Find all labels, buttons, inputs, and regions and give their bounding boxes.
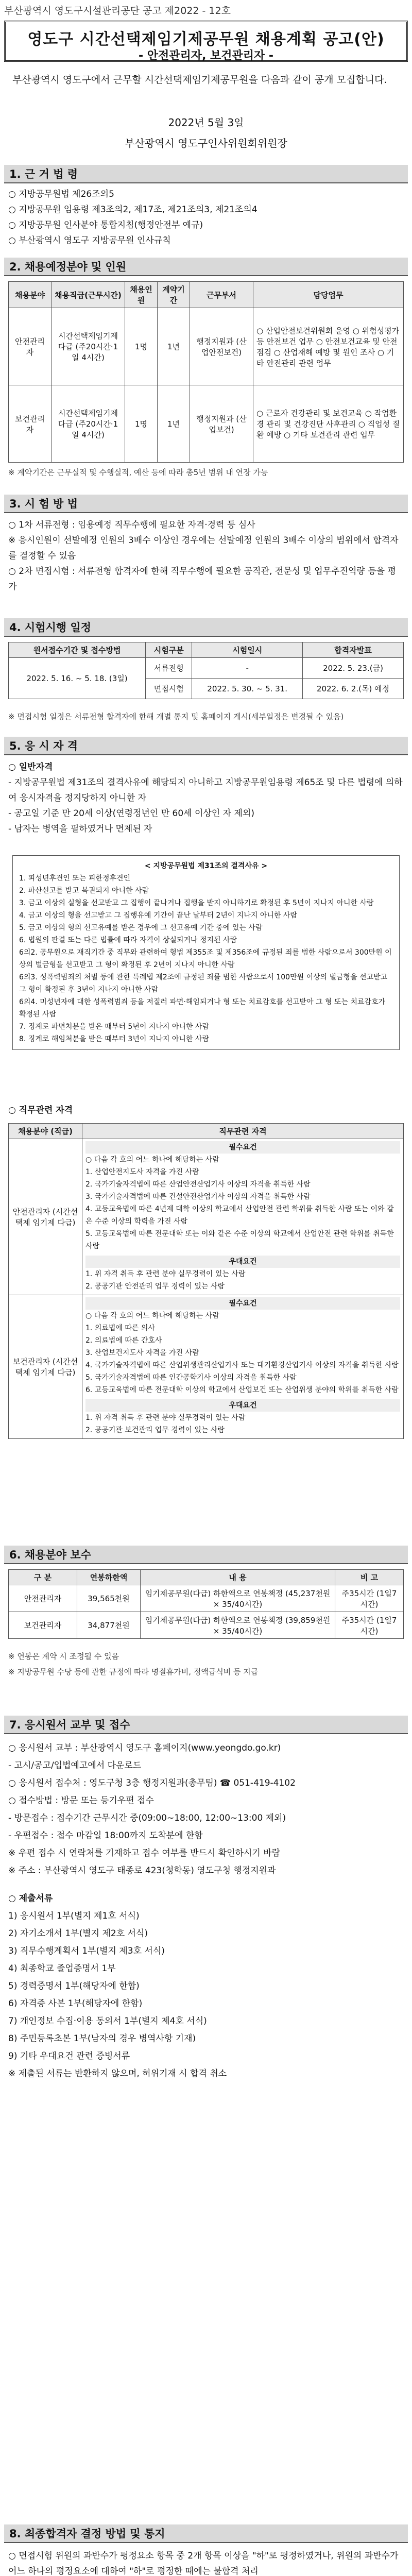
table-header: 연봉하한액 [77, 1570, 141, 1585]
list-item: ※ 연봉은 계약 시 조정될 수 있음 [8, 1652, 119, 1661]
job-qualifications-heading: ○ 직무관련 자격 [8, 1105, 73, 1115]
schedule-footnote: ※ 면접시험 일정은 서류전형 합격자에 한해 개별 통지 및 홈페이지 게시(세부일정은 변경될 수 있음) [8, 712, 344, 721]
application-list [8, 1739, 404, 2082]
final-selection-list [8, 2548, 404, 2576]
table-header: 직무관련 자격 [82, 1124, 404, 1139]
list-item: 6) 자격증 사본 1부(해당자에 한함) [8, 1998, 143, 2009]
table-row [9, 658, 404, 679]
list-item: - 남자는 병역을 필하였거나 면제된 자 [8, 824, 152, 834]
list-item: 2. 파산선고를 받고 복권되지 아니한 사람 [19, 887, 149, 895]
positions-footnote: ※ 계약기간은 근무실적 및 수행실적, 예산 등에 따라 총5년 범위 내 연장 가능 [8, 468, 268, 477]
table-row [9, 1612, 404, 1639]
list-item: ※ 제출된 서류는 반환하지 않으며, 허위기재 시 합격 취소 [8, 2069, 227, 2079]
list-item: ※ 주소 : 부산광역시 영도구 태종로 423(청학동) 영도구청 행정지원과 [8, 1866, 276, 1876]
list-item: - 고시/공고/입법예고에서 다운로드 [8, 1760, 142, 1771]
salary-table [8, 1569, 404, 1639]
table-header: 시험구분 [146, 642, 192, 658]
table-header: 채용분야 (직급) [9, 1124, 82, 1139]
intro-text: 부산광역시 영도구에서 근무할 시간선택제임기제공무원을 다음과 같이 공개 모집합니다. [12, 74, 387, 86]
section-heading-final-selection: 8. 최종합격자 결정 방법 및 통지 [4, 2524, 408, 2543]
table-cell: 1년 [158, 308, 190, 385]
list-item: 1) 응시원서 1부(별지 제1호 서식) [8, 1911, 140, 1921]
disqualification-title: < 지방공무원법 제31조의 결격사유 > [144, 862, 268, 870]
list-item: 5. 국가기술자격법에 따른 인간공학기사 이상의 자격을 취득한 사람 [85, 1374, 297, 1382]
list-item: 1. 산업안전지도사 자격을 가진 사람 [85, 1168, 199, 1176]
list-item: ○ 응시원서 교부 : 부산광역시 영도구 홈페이지(www.yeongdo.go.kr) [8, 1743, 281, 1753]
list-item [8, 1879, 404, 1890]
table-cell: 임기제공무원(다급) 하한액으로 연봉책정 (45,237천원 × 35/40시간) [141, 1585, 335, 1612]
section-heading-exam-method: 3. 시 험 방 법 [4, 495, 408, 513]
table-cell: - [192, 658, 303, 679]
list-item: 3. 국가기술자격법에 따른 건설안전산업기사 이상의 자격을 취득한 사람 [85, 1193, 311, 1201]
list-item: ○ 응시원서 접수처 : 영도구청 3층 행정지원과(총무팀) ☎ 051-419-4102 [8, 1778, 296, 1788]
list-item: - 우편접수 : 접수 마감일 18:00까지 도착분에 한함 [8, 1831, 203, 1841]
list-item: 2. 공공기관 안전관리 업무 경력이 있는 사람 [85, 1282, 225, 1291]
page-subtitle: - 안전관리자, 보건관리자 - [138, 49, 274, 62]
list-item: 8) 주민등록초본 1부(남자의 경우 병역사항 기재) [8, 2033, 196, 2044]
list-item: ○ 2차 면접시험 : 서류전형 합격자에 한해 직무수행에 필요한 공직관, 전문성 및 업무추진역량 등을 평가 [8, 566, 396, 592]
table-cell: 안전관리자 [9, 308, 52, 385]
list-item: ○ 접수방법 : 방문 또는 등기우편 접수 [8, 1795, 154, 1806]
section-heading-application: 7. 응시원서 교부 및 접수 [4, 1716, 408, 1734]
table-header: 근무부서 [190, 282, 253, 308]
list-item: ○ 다음 각 호의 어느 하나에 해당하는 사람 [85, 1156, 219, 1164]
list-item: 7) 개인정보 수집·이용 동의서 1부(별지 제4호 서식) [8, 2016, 207, 2026]
list-item: 6. 고등교육법에 따른 전문대학 이상의 학교에서 산업보건 또는 산업위생 분야의 학위를 취득한 사람 [85, 1386, 399, 1394]
table-cell: 시간선택제임기제 다급 (주20시간·1일 4시간) [52, 385, 125, 463]
table-header: 구 분 [9, 1570, 77, 1585]
table-cell: 행정지원과 (산업안전보건) [190, 308, 253, 385]
preferred-label: 우대요건 [85, 1256, 400, 1268]
list-item: 4. 국가기술자격법에 따른 산업위생관리산업기사 또는 대기환경산업기사 이상의 자격을 취득한 사람 [85, 1361, 399, 1369]
list-item: ○ 다음 각 호의 어느 하나에 해당하는 사람 [85, 1312, 219, 1320]
table-cell: 34,877천원 [77, 1612, 141, 1639]
table-row [9, 1295, 404, 1439]
section-heading-salary: 6. 채용분야 보수 [4, 1546, 408, 1564]
table-cell: 면접시험 [146, 679, 192, 699]
table-cell: 보건관리자 [9, 385, 52, 463]
list-item: - 지방공무원법 제31조의 결격사유에 해당되지 아니하고 지방공무원임용령 제65조 및 다른 법령에 의하여 응시자격을 정지당하지 아니한 자 [8, 777, 403, 803]
table-header: 원서접수기간 및 접수방법 [9, 642, 146, 658]
list-item: ○ 지방공무원 인사분야 통합지침(행정안전부 예규) [8, 220, 203, 230]
table-row [9, 385, 404, 463]
table-cell: 2022. 5. 23.(금) [303, 658, 404, 679]
table-cell: ○ 근로자 건강관리 및 보건교육 ○ 작업환경 관리 및 건강진단 사후관리 ○ 직업성 질환 예방 ○ 기타 보건관리 관련 업무 [253, 385, 404, 463]
preferred-label: 우대요건 [85, 1399, 400, 1412]
table-cell: 시간선택제임기제 다급 (주20시간·1일 4시간) [52, 308, 125, 385]
table-cell: 서류전형 [146, 658, 192, 679]
list-item: 2. 의료법에 따른 간호사 [85, 1336, 162, 1345]
table-cell: 39,565천원 [77, 1585, 141, 1612]
table-cell: 보건관리자 [9, 1612, 77, 1639]
list-item: - 공고일 기준 만 20세 이상(연령정년인 만 60세 이상인 자 제외) [8, 808, 254, 819]
list-item: 8. 징계로 해임처분을 받은 때부터 3년이 지나지 아니한 사람 [19, 1035, 209, 1043]
list-item: 1. 위 자격 취득 후 관련 분야 실무경력이 있는 사람 [85, 1414, 246, 1422]
table-row [9, 1139, 404, 1295]
list-item: 2. 국가기술자격법에 따른 산업안전산업기사 이상의 자격을 취득한 사람 [85, 1180, 311, 1189]
required-label: 필수요건 [85, 1141, 400, 1154]
positions-table [8, 281, 404, 463]
table-header: 비 고 [335, 1570, 404, 1585]
list-item: ※ 응시인원이 선발예정 인원의 3배수 이상인 경우에는 선발예정 인원의 3배수 이상의 범위에서 합격자를 결정할 수 있음 [8, 535, 399, 561]
section-heading-positions: 2. 채용예정분야 및 인원 [4, 258, 408, 276]
job-qualifications-title [8, 1103, 404, 1118]
list-item: ※ 지방공무원 수당 등에 관한 규정에 따라 명절휴가비, 정액급식비 등 지급 [8, 1667, 259, 1676]
list-item: 1. 피성년후견인 또는 피한정후견인 [19, 874, 131, 883]
list-item: 6의4. 미성년자에 대한 성폭력범죄 등을 저질러 파면·해임되거나 형 또는 치료감호를 선고받아 그 형 또는 치료감호가 확정된 사람 [19, 998, 386, 1019]
table-cell: 1년 [158, 385, 190, 463]
page-title: 영도구 시간선택제임기제공무원 채용계획 공고(안) [27, 30, 385, 48]
table-header: 시험일시 [192, 642, 303, 658]
list-item: 9) 기타 우대요건 관련 증빙서류 [8, 2051, 130, 2061]
notice-number: 부산광역시 영도구시설관리공단 공고 제2022 - 12호 [4, 5, 231, 16]
table-cell: 1명 [125, 308, 158, 385]
list-item: ○ 1차 서류전형 : 임용예정 직무수행에 필요한 자격·경력 등 심사 [8, 520, 255, 530]
section-heading-qualifications: 5. 응 시 자 격 [4, 737, 408, 755]
list-item: ○ 면접시험 위원의 과반수가 평정요소 항목 중 2개 항목 이상을 "하"로 평정하였거나, 위원의 과반수가 어느 하나의 평정요소에 대하여 "하"로 평정한 때에는 불합격 처리 [8, 2551, 399, 2576]
table-header: 내 용 [141, 1570, 335, 1585]
table-cell: 안전관리자 [9, 1585, 77, 1612]
table-cell: 주35시간 (1일7시간) [335, 1612, 404, 1639]
list-item: 6. 법원의 판결 또는 다른 법률에 따라 자격이 상실되거나 정지된 사람 [19, 936, 237, 944]
list-item: ※ 우편 접수 시 연락처를 기재하고 접수 여부를 반드시 확인하시기 바람 [8, 1848, 281, 1858]
table-cell: 안전관리자 (시간선택제 임기제 다급) [9, 1139, 82, 1295]
list-item: 4. 금고 이상의 형을 선고받고 그 집행유예 기간이 끝난 날부터 2년이 지나지 아니한 사람 [19, 911, 297, 920]
legal-basis-list [8, 187, 404, 248]
disqualification-box [12, 855, 400, 1050]
list-item: 5. 금고 이상의 형의 선고유예를 받은 경우에 그 선고유예 기간 중에 있는 사람 [19, 924, 263, 932]
table-cell: 행정지원과 (산업보건) [190, 385, 253, 463]
list-item: 1. 위 자격 취득 후 관련 분야 실무경력이 있는 사람 [85, 1270, 246, 1278]
exam-method-list [8, 517, 404, 595]
list-item: 4. 고등교육법에 따른 4년제 대학 이상의 학교에서 산업안전 관련 학위를 취득한 사람 또는 이와 같은 수준 이상의 학력을 가진 사람 [85, 1205, 394, 1226]
list-item: 5. 고등교육법에 따른 전문대학 또는 이와 같은 수준 이상의 학교에서 산업안전 관련 학위를 취득한 사람 [85, 1230, 394, 1250]
list-item: 7. 징계로 파면처분을 받은 때부터 5년이 지나지 아니한 사람 [19, 1023, 209, 1031]
list-item: ○ 지방공무원법 제26조의5 [8, 189, 114, 199]
issuer-name: 부산광역시 영도구인사위원회위원장 [125, 137, 287, 149]
table-cell: 2022. 5. 30. ~ 5. 31. [192, 679, 303, 699]
required-label: 필수요건 [85, 1297, 400, 1310]
list-item: ○ 부산광역시 영도구 지방공무원 인사규칙 [8, 235, 171, 246]
list-item: 5) 경력증명서 1부(해당자에 한함) [8, 1981, 140, 1991]
table-header: 계약기간 [158, 282, 190, 308]
list-item: ○ 지방공무원 임용령 제3조의2, 제17조, 제21조의3, 제21조의4 [8, 205, 258, 215]
list-item: ○ 제출서류 [8, 1893, 53, 1904]
table-header: 담당업무 [253, 282, 404, 308]
table-cell [82, 1295, 404, 1439]
general-qualifications [8, 759, 404, 837]
salary-notes [8, 1649, 404, 1680]
table-row [9, 1585, 404, 1612]
table-cell: 2022. 6. 2.(목) 예정 [303, 679, 404, 699]
table-row [9, 308, 404, 385]
table-cell: 임기제공무원(다급) 하한액으로 연봉책정 (39,859천원 × 35/40시간) [141, 1612, 335, 1639]
section-heading-legal-basis: 1. 근 거 법 령 [4, 165, 408, 183]
list-item: 3) 직무수행계획서 1부(별지 제3호 서식) [8, 1946, 165, 1956]
list-item: 3. 금고 이상의 실형을 선고받고 그 집행이 끝나거나 집행을 받지 아니하기로 확정된 후 5년이 지나지 아니한 사람 [19, 899, 374, 907]
table-header: 채용직급(근무시간) [52, 282, 125, 308]
list-item: 1. 의료법에 따른 의사 [85, 1324, 155, 1332]
list-item: 6의3. 성폭력범죄의 처벌 등에 관한 특례법 제2조에 규정된 죄를 범한 사람으로서 100만원 이상의 벌금형을 선고받고 그 형이 확정된 후 3년이 지나지 아니한 사람 [19, 973, 388, 994]
list-item: 6의2. 공무원으로 재직기간 중 직무와 관련하여 형법 제355조 및 제356조에 규정된 죄를 범한 사람으로서 300만원 이상의 벌금형을 선고받고 그 형이 확정된 후 2년이 지나지 아니한 사람 [19, 948, 392, 969]
table-header: 채용인원 [125, 282, 158, 308]
list-item: 2) 자기소개서 1부(별지 제2호 서식) [8, 1928, 148, 1939]
table-cell [82, 1139, 404, 1295]
title-box [4, 21, 408, 62]
list-item: 2. 공공기관 보건관리 업무 경력이 있는 사람 [85, 1426, 225, 1434]
table-cell: 주35시간 (1일7시간) [335, 1585, 404, 1612]
general-qualifications-title: ○ 일반자격 [8, 762, 53, 772]
schedule-table [8, 642, 404, 699]
table-header: 합격자발표 [303, 642, 404, 658]
section-heading-schedule: 4. 시험시행 일정 [4, 618, 408, 637]
job-qualifications-table [8, 1123, 404, 1439]
table-cell: 2022. 5. 16. ~ 5. 18. (3일) [9, 658, 146, 699]
table-header: 채용분야 [9, 282, 52, 308]
notice-date: 2022년 5월 3일 [168, 116, 244, 129]
table-cell: 보건관리자 (시간선택제 임기제 다급) [9, 1295, 82, 1439]
list-item: 3. 산업보건지도사 자격을 가진 사람 [85, 1349, 199, 1357]
table-cell: ○ 산업안전보건위원회 운영 ○ 위험성평가 등 안전보건 업무 ○ 안전보건교육 및 안전점검 ○ 산업재해 예방 및 원인 조사 ○ 기타 안전관리 관련 업무 [253, 308, 404, 385]
list-item: - 방문접수 : 접수기간 근무시간 중(09:00~18:00, 12:00~13:00 제외) [8, 1813, 286, 1823]
table-cell: 1명 [125, 385, 158, 463]
list-item: 4) 최종학교 졸업증명서 1부 [8, 1963, 116, 1974]
